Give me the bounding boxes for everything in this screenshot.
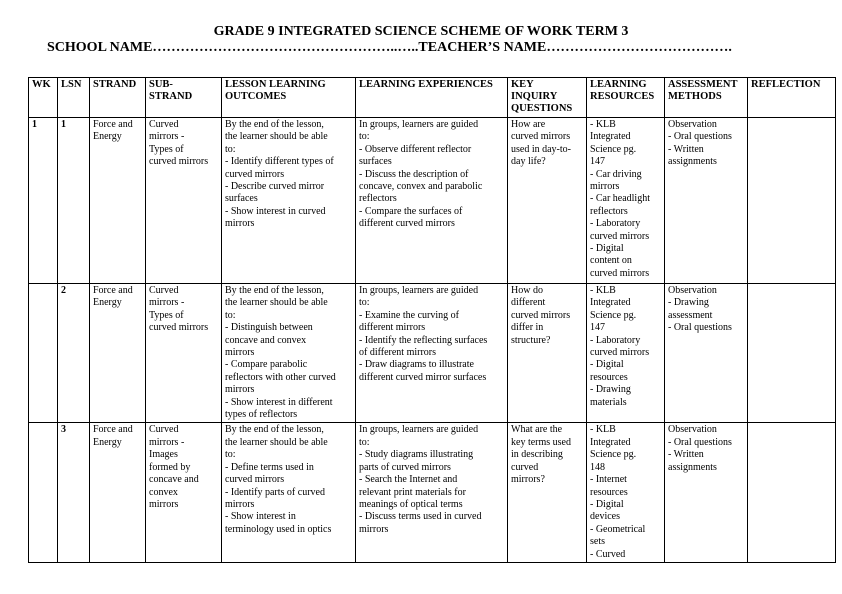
cell-line: In groups, learners are guided: [359, 424, 479, 436]
cell-line: differ in: [511, 322, 544, 334]
cell-line: What are the: [511, 424, 563, 436]
cell-line: Integrated: [590, 436, 631, 448]
cell-line: convex: [149, 486, 178, 498]
column-header-line: LSN: [61, 79, 82, 90]
cell-line: - Digital: [590, 498, 624, 510]
cell-line: to:: [225, 309, 236, 321]
cell-resources: [587, 118, 665, 284]
cell-line: By the end of the lesson,: [225, 424, 324, 436]
cell-line: - Oral questions: [668, 436, 732, 448]
cell-strand: [90, 118, 146, 284]
cell-line: - Discuss the description of: [359, 168, 469, 180]
column-header-experiences: [356, 78, 508, 118]
column-header-strand: [90, 78, 146, 118]
column-header-line: STRAND: [149, 91, 193, 103]
cell-line: 148: [590, 461, 605, 473]
cell-inquiry: [508, 284, 587, 423]
cell-line: Curved: [149, 119, 179, 130]
cell-line: Integrated: [590, 131, 631, 143]
cell-line: reflectors: [359, 193, 397, 205]
table-header-row: [29, 78, 836, 118]
cell-assessment: [665, 118, 748, 284]
cell-line: By the end of the lesson,: [225, 119, 324, 130]
cell-reflection: [748, 423, 836, 563]
cell-line: - KLB: [590, 285, 616, 296]
cell-line: - Identify the reflecting surfaces: [359, 334, 488, 346]
cell-line: structure?: [511, 334, 551, 346]
cell-line: Curved: [149, 424, 179, 436]
cell-lsn: 1: [58, 118, 90, 284]
column-header-resources: [587, 78, 665, 118]
cell-line: 147: [590, 156, 605, 168]
cell-line: relevant print materials for: [359, 486, 466, 498]
cell-line: Types of: [149, 309, 184, 321]
cell-line: curved: [511, 461, 539, 473]
cell-outcomes: [222, 118, 356, 284]
cell-line: In groups, learners are guided: [359, 119, 479, 130]
cell-line: - Digital: [590, 359, 624, 371]
column-header-line: LEARNING: [590, 79, 647, 90]
cell-line: - Discuss terms used in curved: [359, 511, 482, 523]
cell-line: resources: [590, 486, 628, 498]
cell-line: materials: [590, 396, 627, 408]
cell-reflection: [748, 284, 836, 423]
cell-line: concave and convex: [225, 334, 307, 346]
cell-line: - KLB: [590, 119, 616, 130]
cell-line: - Draw diagrams to illustrate: [359, 359, 474, 371]
column-header-reflection: [748, 78, 836, 118]
cell-line: curved mirrors: [590, 347, 650, 359]
cell-line: mirrors -: [149, 436, 185, 448]
cell-line: terminology used in optics: [225, 523, 332, 535]
column-header-line: REFLECTION: [751, 79, 821, 90]
cell-line: In groups, learners are guided: [359, 285, 479, 296]
cell-line: - Geometrical: [590, 523, 646, 535]
column-header-line: STRAND: [93, 79, 137, 90]
column-header-line: OUTCOMES: [225, 91, 287, 103]
cell-line: Observation: [668, 119, 717, 130]
cell-line: - Show interest in: [225, 511, 296, 523]
cell-sub-strand: [146, 423, 222, 563]
cell-line: Observation: [668, 285, 717, 296]
cell-reflection: [748, 118, 836, 284]
cell-line: curved mirrors: [511, 309, 571, 321]
column-header-line: INQUIRY: [511, 91, 558, 103]
cell-line: the learner should be able: [225, 436, 328, 448]
column-header-line: WK: [32, 79, 51, 90]
cell-line: - Drawing: [590, 384, 631, 396]
column-header-line: LEARNING EXPERIENCES: [359, 79, 493, 90]
cell-assessment: [665, 284, 748, 423]
cell-line: - Compare parabolic: [225, 359, 308, 371]
cell-line: devices: [590, 511, 620, 523]
cell-line: mirrors: [149, 498, 179, 510]
column-header-line: SUB-: [149, 79, 173, 90]
cell-line: curved mirrors: [225, 168, 285, 180]
cell-sub-strand: [146, 118, 222, 284]
cell-line: key terms used: [511, 436, 571, 448]
cell-line: different curved mirror surfaces: [359, 371, 487, 383]
cell-line: Force and: [93, 119, 133, 130]
cell-line: - Show interest in different: [225, 396, 333, 408]
cell-line: to:: [359, 131, 370, 143]
cell-line: mirrors: [225, 218, 255, 230]
cell-line: - Car driving: [590, 168, 642, 180]
column-header-wk: [29, 78, 58, 118]
cell-line: - Observe different reflector: [359, 143, 472, 155]
cell-line: - Identify parts of curved: [225, 486, 325, 498]
cell-assessment: [665, 423, 748, 563]
cell-strand: [90, 423, 146, 563]
cell-wk: [29, 284, 58, 423]
cell-experiences: [356, 118, 508, 284]
cell-line: assignments: [668, 461, 717, 473]
table-row: [29, 423, 836, 563]
cell-line: content on: [590, 255, 632, 267]
cell-outcomes: [222, 423, 356, 563]
cell-line: day life?: [511, 156, 546, 168]
column-header-line: LESSON LEARNING: [225, 79, 326, 90]
cell-line: - Show interest in curved: [225, 205, 326, 217]
cell-line: resources: [590, 371, 628, 383]
cell-wk: [29, 423, 58, 563]
column-header-line: KEY: [511, 79, 534, 90]
cell-line: curved mirrors: [149, 156, 209, 168]
cell-line: - Examine the curving of: [359, 309, 459, 321]
cell-line: different: [511, 297, 546, 309]
column-header-sub-strand: [146, 78, 222, 118]
cell-experiences: [356, 423, 508, 563]
cell-line: Integrated: [590, 297, 631, 309]
cell-line: meanings of optical terms: [359, 498, 463, 510]
cell-strand: [90, 284, 146, 423]
cell-line: Science pg.: [590, 309, 637, 321]
cell-line: of different mirrors: [359, 347, 437, 359]
cell-line: mirrors: [590, 181, 620, 193]
cell-line: Science pg.: [590, 143, 637, 155]
cell-line: concave and: [149, 474, 199, 486]
table-row: [29, 284, 836, 423]
cell-line: - Car headlight: [590, 193, 650, 205]
cell-line: mirrors: [225, 498, 255, 510]
cell-line: to:: [225, 449, 236, 461]
cell-line: concave, convex and parabolic: [359, 181, 483, 193]
cell-line: curved mirrors: [511, 131, 571, 143]
cell-line: mirrors -: [149, 131, 185, 143]
cell-line: - Curved: [590, 548, 626, 560]
cell-line: assignments: [668, 156, 717, 168]
cell-line: Curved: [149, 285, 179, 296]
document-title: GRADE 9 INTEGRATED SCIENCE SCHEME OF WORK TERM 3: [213, 24, 629, 39]
cell-line: Force and: [93, 424, 133, 436]
cell-line: in describing: [511, 449, 563, 461]
cell-line: - Written: [668, 143, 704, 155]
cell-line: - Oral questions: [668, 322, 732, 334]
cell-lsn: 2: [58, 284, 90, 423]
cell-line: used in day-to-: [511, 143, 571, 155]
column-header-line: METHODS: [668, 91, 722, 103]
cell-resources: [587, 284, 665, 423]
cell-line: Types of: [149, 143, 184, 155]
column-header-lsn: [58, 78, 90, 118]
column-header-line: RESOURCES: [590, 91, 655, 103]
cell-line: - Study diagrams illustrating: [359, 449, 474, 461]
school-teacher-line: SCHOOL NAME……………………………………………..…..TEACHER’S NAME………………………………….: [47, 40, 732, 55]
cell-line: curved mirrors: [149, 322, 209, 334]
cell-line: Images: [149, 449, 178, 461]
cell-line: - KLB: [590, 424, 616, 436]
cell-line: mirrors -: [149, 297, 185, 309]
cell-line: curved mirrors: [590, 267, 650, 279]
column-header-line: QUESTIONS: [511, 103, 573, 115]
cell-line: - Distinguish between: [225, 322, 313, 334]
cell-line: sets: [590, 536, 605, 548]
cell-line: - Written: [668, 449, 704, 461]
column-header-assessment: [665, 78, 748, 118]
cell-line: mirrors?: [511, 474, 545, 486]
cell-line: different mirrors: [359, 322, 426, 334]
cell-line: By the end of the lesson,: [225, 285, 324, 296]
cell-line: formed by: [149, 461, 191, 473]
cell-line: How do: [511, 285, 543, 296]
cell-line: types of reflectors: [225, 409, 298, 421]
cell-resources: [587, 423, 665, 563]
scheme-of-work-table: [28, 77, 836, 563]
cell-line: - Describe curved mirror: [225, 181, 325, 193]
table-row: [29, 118, 836, 284]
cell-outcomes: [222, 284, 356, 423]
cell-lsn: 3: [58, 423, 90, 563]
cell-line: - Search the Internet and: [359, 474, 458, 486]
cell-line: to:: [359, 436, 370, 448]
cell-line: 147: [590, 322, 605, 334]
cell-line: parts of curved mirrors: [359, 461, 451, 473]
cell-line: mirrors: [225, 384, 255, 396]
cell-line: Energy: [93, 436, 122, 448]
cell-line: the learner should be able: [225, 131, 328, 143]
cell-line: Force and: [93, 285, 133, 296]
cell-line: mirrors: [359, 523, 389, 535]
column-header-inquiry: [508, 78, 587, 118]
cell-line: curved mirrors: [225, 474, 285, 486]
cell-line: Science pg.: [590, 449, 637, 461]
cell-line: - Oral questions: [668, 131, 732, 143]
cell-inquiry: [508, 423, 587, 563]
cell-line: - Digital: [590, 243, 624, 255]
cell-experiences: [356, 284, 508, 423]
cell-line: - Laboratory: [590, 334, 641, 346]
cell-wk: 1: [29, 118, 58, 284]
cell-line: surfaces: [225, 193, 258, 205]
cell-line: surfaces: [359, 156, 392, 168]
cell-line: curved mirrors: [590, 230, 650, 242]
cell-line: How are: [511, 119, 546, 130]
cell-line: to:: [225, 143, 236, 155]
cell-line: Energy: [93, 297, 122, 309]
cell-line: the learner should be able: [225, 297, 328, 309]
cell-sub-strand: [146, 284, 222, 423]
cell-line: Observation: [668, 424, 717, 436]
cell-line: different curved mirrors: [359, 218, 455, 230]
cell-line: - Drawing: [668, 297, 709, 309]
cell-inquiry: [508, 118, 587, 284]
cell-line: reflectors with other curved: [225, 371, 336, 383]
cell-line: - Internet: [590, 474, 627, 486]
cell-line: assessment: [668, 309, 713, 321]
cell-line: reflectors: [590, 205, 628, 217]
cell-line: - Identify different types of: [225, 156, 334, 168]
cell-line: to:: [359, 297, 370, 309]
cell-line: - Compare the surfaces of: [359, 205, 463, 217]
cell-line: Energy: [93, 131, 122, 143]
cell-line: - Laboratory: [590, 218, 641, 230]
cell-line: - Define terms used in: [225, 461, 314, 473]
cell-line: mirrors: [225, 347, 255, 359]
column-header-line: ASSESSMENT: [668, 79, 738, 90]
column-header-outcomes: [222, 78, 356, 118]
